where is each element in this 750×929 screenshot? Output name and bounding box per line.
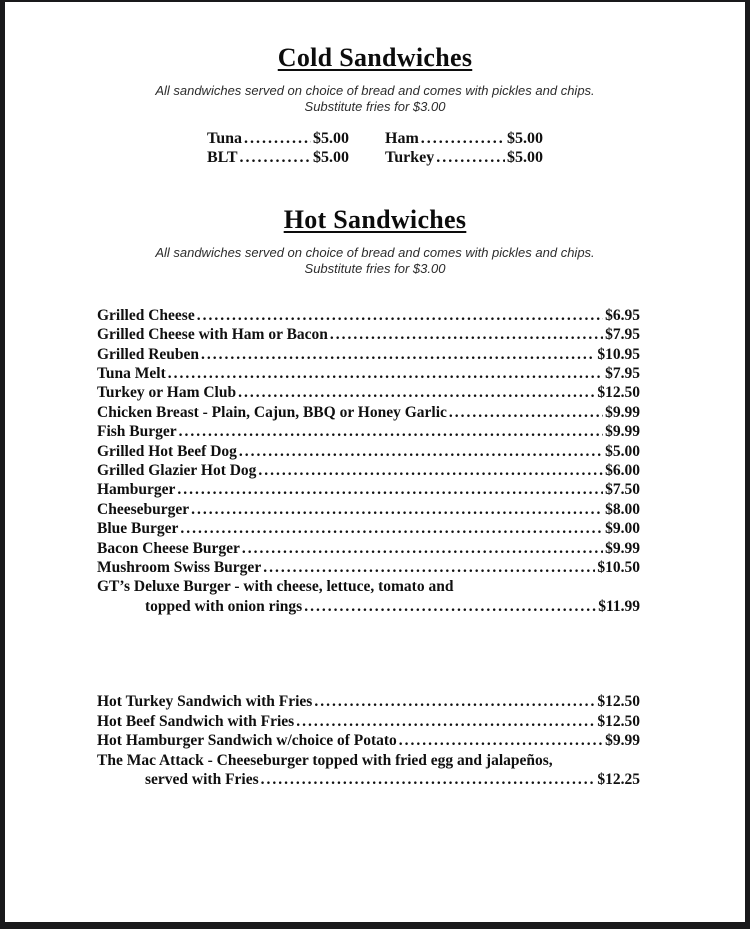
dot-leader	[261, 770, 596, 789]
menu-item-row	[97, 383, 640, 402]
hot-note-line-2: Substitute fries for $3.00	[304, 261, 446, 277]
item-price: $9.00	[605, 520, 640, 538]
cold-note-line-1: All sandwiches served on choice of bread and comes with pickles and chips.	[155, 82, 595, 98]
item-name: Turkey or Ham Club	[97, 384, 237, 402]
dot-leader	[399, 731, 603, 750]
dot-leader	[240, 148, 311, 168]
dot-leader	[242, 539, 603, 558]
cold-items-column-2	[385, 129, 543, 168]
menu-item-row	[97, 325, 640, 344]
cold-items-columns	[5, 129, 745, 168]
menu-item-row	[385, 129, 543, 149]
item-name: Cheeseburger	[97, 500, 190, 518]
item-price: $5.00	[507, 129, 543, 147]
cold-section-note	[5, 83, 745, 116]
dot-leader	[449, 403, 603, 422]
item-price: $10.95	[597, 345, 640, 363]
hot-sandwiches-list	[97, 306, 640, 617]
item-name: Fish Burger	[97, 423, 177, 441]
item-price: $5.00	[313, 149, 349, 167]
dot-leader	[296, 712, 595, 731]
dot-leader	[201, 345, 595, 364]
menu-item-row	[97, 480, 640, 499]
item-price: $5.00	[507, 149, 543, 167]
menu-item-row	[97, 500, 640, 519]
menu-item-row	[97, 539, 640, 558]
dot-leader	[263, 558, 595, 577]
menu-item-row	[97, 712, 640, 731]
item-price: $6.00	[605, 462, 640, 480]
item-name: The Mac Attack - Cheeseburger topped with fried egg and jalapeños,	[97, 751, 553, 769]
menu-item-row	[97, 519, 640, 538]
item-name: Blue Burger	[97, 520, 179, 538]
hot-section-note	[5, 245, 745, 278]
item-name: Bacon Cheese Burger	[97, 539, 240, 557]
item-price: $5.00	[313, 129, 349, 147]
item-name: Mushroom Swiss Burger	[97, 559, 262, 577]
cold-note-line-2: Substitute fries for $3.00	[304, 99, 446, 115]
menu-item-row	[97, 345, 640, 364]
dot-leader	[421, 129, 505, 149]
menu-item-row	[97, 731, 640, 750]
item-price: $9.99	[605, 732, 640, 750]
item-name: GT’s Deluxe Burger - with cheese, lettuce, tomato and	[97, 578, 454, 596]
item-name: Hot Hamburger Sandwich w/choice of Potato	[97, 732, 397, 750]
menu-item-row	[97, 442, 640, 461]
dot-leader	[239, 442, 603, 461]
item-price: $9.99	[605, 539, 640, 557]
item-price: $7.50	[605, 481, 640, 499]
item-name: served with Fries	[145, 770, 259, 788]
item-name: BLT	[207, 149, 238, 167]
dot-leader	[314, 692, 595, 711]
item-price: $11.99	[598, 597, 640, 615]
item-name: Grilled Reuben	[97, 345, 200, 363]
item-price: $7.95	[605, 326, 640, 344]
dot-leader	[304, 597, 596, 616]
item-price: $8.00	[605, 500, 640, 518]
item-name: Hot Turkey Sandwich with Fries	[97, 693, 313, 711]
dot-leader	[177, 480, 603, 499]
item-name: Chicken Breast - Plain, Cajun, BBQ or Honey Garlic	[97, 403, 447, 421]
item-name: Tuna	[207, 129, 242, 147]
item-name: Ham	[385, 129, 419, 147]
item-price: $10.50	[597, 559, 640, 577]
item-name: Hot Beef Sandwich with Fries	[97, 712, 295, 730]
menu-item-row	[207, 129, 349, 149]
menu-item-row	[97, 577, 640, 596]
menu-item-row	[207, 148, 349, 168]
item-price: $7.95	[605, 365, 640, 382]
item-price: $5.00	[605, 442, 640, 460]
item-price: $9.99	[605, 403, 640, 421]
dot-leader	[238, 383, 595, 402]
item-name: Grilled Cheese with Ham or Bacon	[97, 326, 328, 344]
dot-leader	[197, 306, 603, 325]
menu-item-row	[97, 461, 640, 480]
menu-item-row	[97, 364, 640, 383]
item-name: Turkey	[385, 149, 435, 167]
item-price: $12.50	[597, 384, 640, 402]
hot-note-line-1: All sandwiches served on choice of bread and comes with pickles and chips.	[155, 244, 595, 260]
item-price: $6.95	[605, 306, 640, 324]
item-name: Tuna Melt	[97, 365, 166, 382]
menu-item-row	[97, 403, 640, 422]
item-price: $12.25	[597, 770, 640, 788]
item-name: Grilled Glazier Hot Dog	[97, 462, 257, 480]
dot-leader	[180, 519, 603, 538]
item-name: topped with onion rings	[145, 597, 303, 615]
dot-leader	[436, 148, 505, 168]
dot-leader	[168, 364, 603, 383]
item-price: $12.50	[597, 693, 640, 711]
hot-sandwiches-list-2	[97, 692, 640, 789]
item-name: Grilled Cheese	[97, 306, 195, 324]
menu-item-row	[97, 306, 640, 325]
cold-sandwiches-title: Cold Sandwiches	[277, 43, 473, 72]
menu-page	[5, 2, 745, 922]
menu-item-row	[97, 597, 640, 616]
menu-item-row	[97, 692, 640, 711]
item-price: $9.99	[605, 423, 640, 441]
menu-item-row	[97, 770, 640, 789]
menu-item-row	[97, 751, 640, 770]
dot-leader	[179, 422, 603, 441]
dot-leader	[330, 325, 603, 344]
item-name: Hamburger	[97, 481, 176, 499]
dot-leader	[191, 500, 603, 519]
menu-item-row	[385, 148, 543, 168]
dot-leader	[258, 461, 603, 480]
menu-item-row	[97, 422, 640, 441]
item-name: Grilled Hot Beef Dog	[97, 442, 237, 460]
item-price: $12.50	[597, 712, 640, 730]
hot-sandwiches-title: Hot Sandwiches	[283, 204, 467, 234]
cold-items-column-1	[207, 129, 349, 168]
dot-leader	[244, 129, 311, 149]
menu-item-row	[97, 558, 640, 577]
